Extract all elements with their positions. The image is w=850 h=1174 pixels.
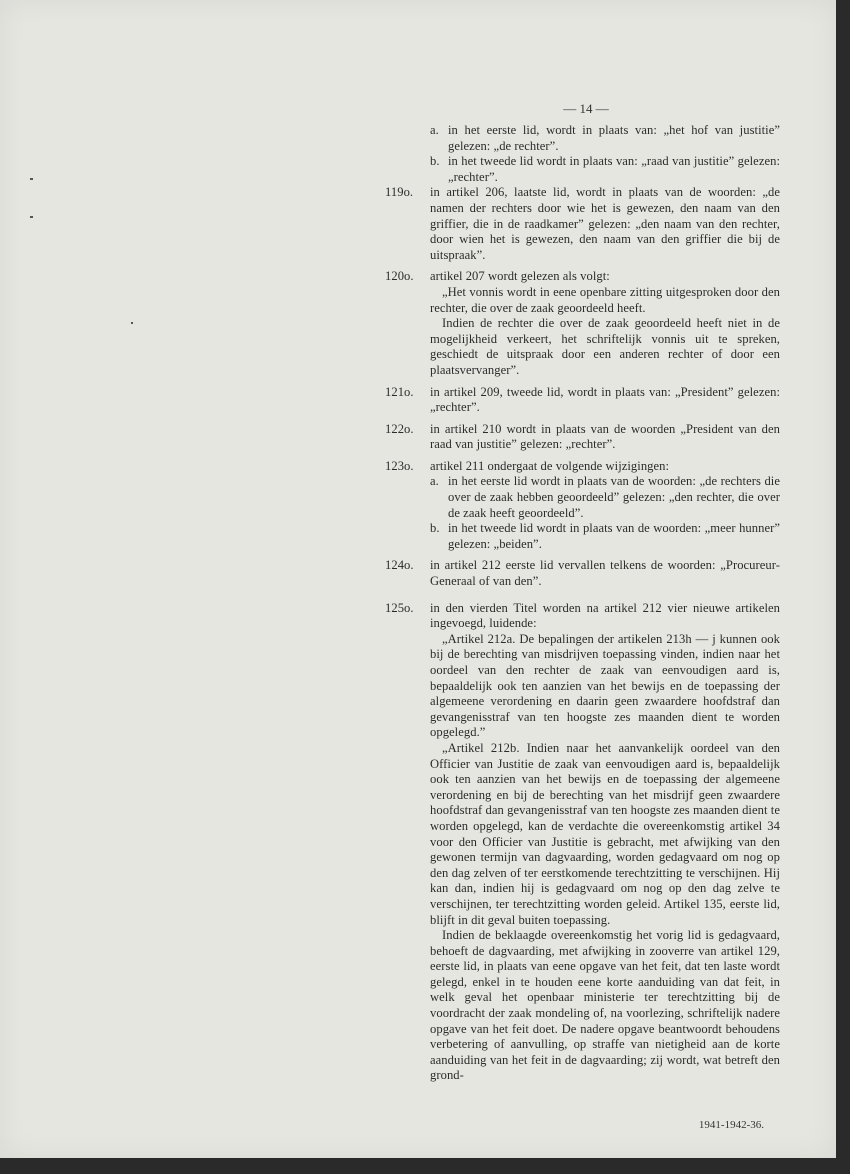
article-number: 119o.: [385, 185, 414, 200]
page-number: — 14 —: [563, 101, 609, 116]
article-number: 125o.: [385, 600, 414, 615]
article-entry: [385, 385, 780, 416]
article-entry: [385, 269, 780, 378]
sub-item: [430, 154, 780, 185]
paragraph: in artikel 212 eerste lid vervallen telkens de woorden: „Procureur-Generaal of van den”.: [430, 558, 780, 589]
sub-text: in het tweede lid wordt in plaats van de woorden: „meer hunner” gelezen: „beiden”.: [448, 521, 780, 551]
paragraph: Indien de beklaagde overeenkomstig het vorig lid is gedagvaard, behoeft de dagvaarding, met afwijking in zooverre van artikel 129, eerste lid, in plaats van eene opgave van het feit, dat ten laste wordt gelegd, enkel in te houden eene korte aanduiding van dat feit, in welk geval het openbaar ministerie ter terechtzitting bij de voordracht der zaak mondeling of, na voorlezing, schriftelijk nadere opgave van het feit doet. De nadere opgave beantwoordt behoudens verbetering of aanvulling, op straffe van nietigheid aan de korte aanduiding van het feit in de dagvaarding; zij wordt, wat betreft den grond-: [430, 928, 780, 1083]
sub-label: b.: [430, 521, 440, 536]
sub-text: in het tweede lid wordt in plaats van: „raad van justitie” gelezen: „rechter”.: [448, 154, 780, 184]
article-entry: [385, 459, 780, 553]
sub-item: [430, 521, 780, 552]
paragraph: in den vierden Titel worden na artikel 212 vier nieuwe artikelen ingevoegd, luidende:: [430, 600, 780, 631]
paragraph: „Artikel 212a. De bepalingen der artikelen 213h — j kunnen ook bij de berechting van misdrijven toepassing vinden, indien naar het oordeel van den rechter de zaak van eenvoudigen aard is, bepaaldelijk ook ten aanzien van het bewijs en de toepassing der algemeene verordening en daarin geen zwaardere hoofdstraf dan gevangenisstraf van ten hoogste zes maanden dient te worden opgelegd.”: [430, 631, 780, 740]
paragraph: Indien de rechter die over de zaak geoordeeld heeft niet in de mogelijkheid verkeert, het schriftelijk vonnis uit te spreken, geschiedt de uitspraak door een anderen rechter of door een plaatsvervanger”.: [430, 316, 780, 377]
paragraph: in artikel 209, tweede lid, wordt in plaats van: „President” gelezen: „rechter”.: [430, 384, 780, 415]
article-entry: [385, 185, 780, 263]
sub-label: a.: [430, 474, 439, 489]
paragraph: in artikel 210 wordt in plaats van de woorden „President van den raad van justitie” gelezen: „rechter”.: [430, 421, 780, 452]
article-number: 121o.: [385, 384, 414, 399]
paragraph: „Artikel 212b. Indien naar het aanvankelijk oordeel van den Officier van Justitie de zaak van eenvoudigen aard is, bepaaldelijk ook ten aanzien van het bewijs en de toepassing der algemeene verordening en bij de berechting van het misdrijf geen zwaardere hoofdstraf dan gevangenisstraf van ten hoogste zes maanden dient te worden opgelegd, kan de verdachte die overeenkomstig artikel 34 voor den Officier van Justitie is gebracht, met afwijking van den gewonen termijn van dagvaarding, worden gedagvaard om nog op den dag zelven of ter eerstkomende terechtzitting te verschijnen. Hij kan dan, indien hij is gedagvaard om nog op den dag zelve te verschijnen, ter terechtzitting worden geleid. Artikel 135, eerste lid, blijft in dit geval buiten toepassing.: [430, 740, 780, 927]
article-entry: [385, 422, 780, 453]
article-entry: [385, 558, 780, 589]
sub-text: in het eerste lid wordt in plaats van de woorden: „de rechters die over de zaak hebben geoordeeld” gelezen: „den rechter, die over de zaak heeft geoordeeld”.: [448, 474, 780, 520]
paragraph: in artikel 206, laatste lid, wordt in plaats van de woorden: „de namen der rechters door wie het is gewezen, den naam van den griffier, die in de raadkamer” gelezen: „den naam van den rechter, door wien het is gewezen, den naam van den griffier die bij de uitspraak”.: [430, 185, 780, 262]
article-number: 124o.: [385, 558, 414, 573]
article-entry: [385, 601, 780, 1084]
article-number: 123o.: [385, 458, 414, 473]
document-body: [385, 123, 780, 1084]
article-number: 122o.: [385, 421, 414, 436]
paragraph: „Het vonnis wordt in eene openbare zitting uitgesproken door den rechter, die over de zaak geoordeeld heeft.: [430, 284, 780, 315]
margin-mark: [30, 178, 33, 180]
sub-text: in het eerste lid, wordt in plaats van: „het hof van justitie” gelezen: „de rechter”.: [448, 123, 780, 153]
paragraph: artikel 211 ondergaat de volgende wijzigingen:: [430, 458, 670, 473]
sub-item: [430, 474, 780, 521]
margin-mark: [30, 216, 33, 218]
article-number: 120o.: [385, 269, 414, 284]
sub-label: a.: [430, 123, 439, 137]
paragraph: artikel 207 wordt gelezen als volgt:: [430, 269, 610, 284]
sub-item: [430, 123, 780, 154]
sub-label: b.: [430, 154, 440, 169]
margin-mark: [131, 322, 133, 324]
footer-code: 1941-1942-36.: [698, 1119, 764, 1131]
